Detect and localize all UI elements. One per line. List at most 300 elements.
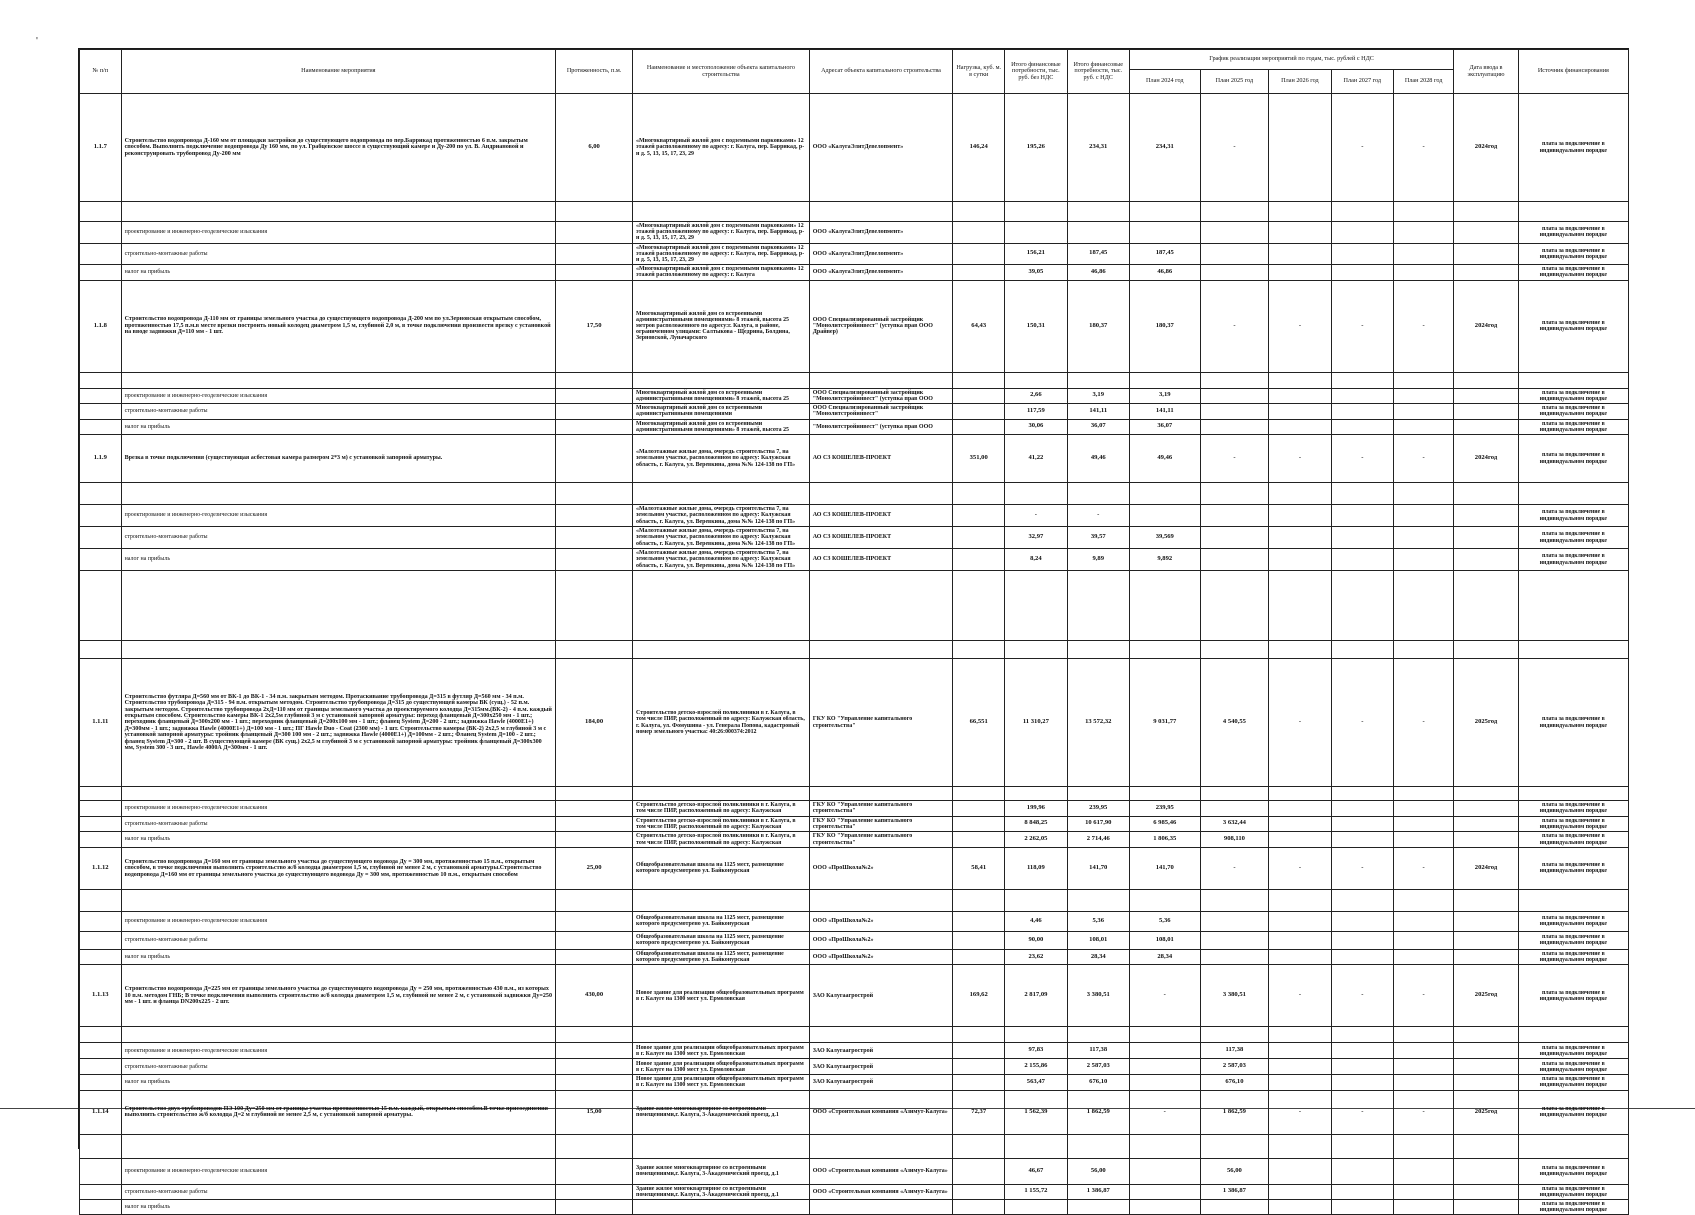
- subrow-total-no-vat: 2,66: [1005, 388, 1067, 404]
- subrow-length: [556, 931, 633, 949]
- row-number: 1.1.12: [80, 847, 122, 889]
- col-length-header: Протяженность, п.м.: [556, 50, 633, 94]
- subrow-number: [80, 222, 122, 244]
- subrow-funding-source: плата за подключение в индивидуальном порядке: [1518, 1184, 1628, 1199]
- subrow-plan-2026: [1269, 202, 1331, 222]
- subrow-number: [80, 265, 122, 280]
- plan-2026-cell: [1269, 94, 1331, 202]
- subrow-length: [556, 949, 633, 964]
- measure-name: Строительство двух трубопроводов ПЭ 100 Ду=250 мм от границы участка протяженностью 15 п.м. каждый, открытым способом.В точке присоединения выполнить строительство ж/б колодца Д=2 м глубиной не менее 2,5 м, с установкой запорной арматуры.: [121, 1090, 556, 1134]
- subrow-label: строительно-монтажные работы: [121, 243, 556, 265]
- plan-2025-cell: 4 540,55: [1200, 659, 1269, 787]
- subrow-total-vat: [1067, 202, 1129, 222]
- subrow-object: [633, 1027, 810, 1043]
- subrow-length: [556, 1043, 633, 1059]
- subrow-label: налог на прибыль: [121, 549, 556, 571]
- subrow-date: [1454, 832, 1518, 848]
- subrow-plan-2026: [1269, 931, 1331, 949]
- subrow-length: [556, 889, 633, 911]
- subrow-length: [556, 1075, 633, 1090]
- subrow-date: [1454, 911, 1518, 931]
- owner-cell: АО СЗ КОШЕЛЕВ-ПРОЕКТ: [809, 435, 952, 483]
- subrow-date: [1454, 1043, 1518, 1059]
- subrow-total-vat: 2 587,03: [1067, 1059, 1129, 1075]
- subrow-plan-2028: [1393, 949, 1453, 964]
- subrow-plan-2025: [1200, 527, 1269, 549]
- total-vat-cell: 141,70: [1067, 847, 1129, 889]
- subrow-total-no-vat: [1005, 889, 1067, 911]
- subrow-total-vat: [1067, 1199, 1129, 1214]
- subrow-plan-2026: [1269, 911, 1331, 931]
- document-sheet: [78, 48, 1629, 1214]
- subrow-total-no-vat: [1005, 787, 1067, 801]
- subrow-funding-source: плата за подключение в индивидуальном порядке: [1518, 816, 1628, 832]
- subrow-plan-2026: [1269, 1027, 1331, 1043]
- subrow-plan-2024: [1129, 889, 1200, 911]
- subrow-plan-2028: [1393, 1075, 1453, 1090]
- subrow-length: [556, 388, 633, 404]
- subrow-plan-2025: 1 386,87: [1200, 1184, 1269, 1199]
- subrow-funding-source: плата за подключение в индивидуальном порядке: [1518, 911, 1628, 931]
- subrow-object: [633, 787, 810, 801]
- col-source-header: Источник финансирования: [1518, 50, 1628, 94]
- subrow-owner: ООО «КалугаЭлитДевелопмент»: [809, 243, 952, 265]
- subrow-load: [953, 388, 1005, 404]
- subrow-label: налог на прибыль: [121, 1075, 556, 1090]
- load-cell: 169,62: [953, 965, 1005, 1027]
- total-no-vat-cell: 1 562,39: [1005, 1090, 1067, 1134]
- subrow-plan-2026: [1269, 1184, 1331, 1199]
- subrow-total-vat: 187,45: [1067, 243, 1129, 265]
- table-subrow: [80, 1075, 1629, 1090]
- funding-source-cell: плата за подключение в индивидуальном порядке: [1518, 965, 1628, 1027]
- table-subrow: [80, 816, 1629, 832]
- subrow-plan-2028: [1393, 372, 1453, 388]
- subrow-label: проектирование и инженерно-геодезические изыскания: [121, 1158, 556, 1184]
- subrow-total-vat: [1067, 372, 1129, 388]
- total-no-vat-cell: 11 310,27: [1005, 659, 1067, 787]
- row-number: 1.1.13: [80, 965, 122, 1027]
- subrow-total-no-vat: 30,06: [1005, 419, 1067, 434]
- subrow-length: [556, 202, 633, 222]
- object-cell: Многоквартирный жилой дом со встроенными административными помещениями» 8 этажей, высота 25 метров расположенного по адресу:г. Калуга, в районе, ограниченном улицами: Салтыкова - Щедрина, Болдина, Зерновской, Луначарского: [633, 280, 810, 372]
- subrow-plan-2026: [1269, 1075, 1331, 1090]
- table-subrow: [80, 801, 1629, 817]
- subrow-total-no-vat: 117,59: [1005, 404, 1067, 420]
- blank-row: [80, 641, 1629, 659]
- subrow-length: [556, 222, 633, 244]
- subrow-plan-2024: [1129, 1184, 1200, 1199]
- table-subrow: [80, 1059, 1629, 1075]
- subrow-number: [80, 949, 122, 964]
- subrow-label: проектирование и инженерно-геодезические изыскания: [121, 222, 556, 244]
- subrow-plan-2028: [1393, 483, 1453, 505]
- blank-cell: [556, 571, 633, 641]
- subrow-length: [556, 372, 633, 388]
- subrow-plan-2024: [1129, 1134, 1200, 1158]
- blank-cell: [809, 571, 952, 641]
- subrow-total-no-vat: [1005, 222, 1067, 244]
- plan-2027-cell: -: [1331, 659, 1393, 787]
- object-cell: «Малоэтажные жилые дома, очередь строительства 7, на земельном участке, расположенном по адресу: Калужская область, г. Калуга, ул. Веревкина, дома №№ 124-138 по ГП»: [633, 435, 810, 483]
- plan-2028-cell: -: [1393, 280, 1453, 372]
- subrow-plan-2026: [1269, 419, 1331, 434]
- subrow-plan-2025: 2 587,03: [1200, 1059, 1269, 1075]
- subrow-total-no-vat: 23,62: [1005, 949, 1067, 964]
- subrow-load: [953, 1059, 1005, 1075]
- subrow-total-vat: 36,07: [1067, 419, 1129, 434]
- load-cell: 146,24: [953, 94, 1005, 202]
- subrow-owner: [809, 372, 952, 388]
- subrow-plan-2027: [1331, 1184, 1393, 1199]
- col-owner-header: Адресат объекта капитального строительства: [809, 50, 952, 94]
- subrow-length: [556, 801, 633, 817]
- subrow-plan-2026: [1269, 816, 1331, 832]
- subrow-funding-source: плата за подключение в индивидуальном порядке: [1518, 404, 1628, 420]
- subrow-object: Строительство детско-взрослой поликлиники в г. Калуга, в том числе ПИР, расположенный по адресу: Калужская: [633, 801, 810, 817]
- subrow-total-no-vat: 90,00: [1005, 931, 1067, 949]
- subrow-object: «Малоэтажные жилые дома, очередь строительства 7, на земельном участке, расположенном по адресу: Калужская область, г. Калуга, ул. Веревкина, дома №№ 124-138 по ГП»: [633, 527, 810, 549]
- subrow-plan-2028: [1393, 202, 1453, 222]
- subrow-label: строительно-монтажные работы: [121, 404, 556, 420]
- subrow-total-no-vat: 199,96: [1005, 801, 1067, 817]
- subrow-load: [953, 911, 1005, 931]
- subrow-object: Многоквартирный жилой дом со встроенными административными помещениями: [633, 404, 810, 420]
- measure-name: Врезка в точке подключения (существующая асбестовая камера размером 2*3 м) с установкой запорной арматуры.: [121, 435, 556, 483]
- plan-2028-cell: -: [1393, 94, 1453, 202]
- total-no-vat-cell: 118,09: [1005, 847, 1067, 889]
- commission-date-cell: 2024год: [1454, 435, 1518, 483]
- subrow-funding-source: [1518, 202, 1628, 222]
- subrow-plan-2024: [1129, 483, 1200, 505]
- subrow-total-vat: 39,57: [1067, 527, 1129, 549]
- table-subrow: [80, 1027, 1629, 1043]
- subrow-owner: ООО «ПроШкола№2»: [809, 949, 952, 964]
- subrow-plan-2026: [1269, 832, 1331, 848]
- subrow-load: [953, 505, 1005, 527]
- subrow-load: [953, 372, 1005, 388]
- subrow-plan-2027: [1331, 1059, 1393, 1075]
- funding-source-cell: плата за подключение в индивидуальном порядке: [1518, 659, 1628, 787]
- load-cell: 58,41: [953, 847, 1005, 889]
- subrow-length: [556, 404, 633, 420]
- table-subrow: [80, 202, 1629, 222]
- subrow-length: [556, 816, 633, 832]
- subrow-date: [1454, 527, 1518, 549]
- subrow-plan-2025: [1200, 404, 1269, 420]
- subrow-label: налог на прибыль: [121, 949, 556, 964]
- subrow-object: Строительство детско-взрослой поликлиники в г. Калуга, в том числе ПИР, расположенный по адресу: Калужская: [633, 816, 810, 832]
- subrow-owner: ООО «ПроШкола№2»: [809, 911, 952, 931]
- subrow-funding-source: плата за подключение в индивидуальном порядке: [1518, 1075, 1628, 1090]
- table-subrow: [80, 1184, 1629, 1199]
- subrow-load: [953, 1043, 1005, 1059]
- subrow-date: [1454, 949, 1518, 964]
- table-subrow: [80, 265, 1629, 280]
- subrow-length: [556, 787, 633, 801]
- subrow-plan-2028: [1393, 265, 1453, 280]
- plan-2024-cell: 49,46: [1129, 435, 1200, 483]
- subrow-number: [80, 243, 122, 265]
- blank-cell: [1200, 641, 1269, 659]
- subrow-load: [953, 832, 1005, 848]
- subrow-plan-2028: [1393, 787, 1453, 801]
- subrow-total-vat: [1067, 787, 1129, 801]
- subrow-owner: [809, 1134, 952, 1158]
- plan-2025-cell: -: [1200, 280, 1269, 372]
- object-cell: Новое здание для реализации общеобразовательных программ в г. Калуге на 1300 мест ул. Ермоловская: [633, 965, 810, 1027]
- plan-2028-cell: -: [1393, 847, 1453, 889]
- blank-cell: [809, 641, 952, 659]
- subrow-date: [1454, 1075, 1518, 1090]
- subrow-plan-2024: [1129, 1199, 1200, 1214]
- subrow-plan-2024: 1 806,35: [1129, 832, 1200, 848]
- blank-cell: [121, 571, 556, 641]
- table-subrow: [80, 549, 1629, 571]
- subrow-label: [121, 483, 556, 505]
- subrow-funding-source: плата за подключение в индивидуальном порядке: [1518, 1059, 1628, 1075]
- subrow-date: [1454, 931, 1518, 949]
- table-row: [80, 965, 1629, 1027]
- subrow-object: «Малоэтажные жилые дома, очередь строительства 7, на земельном участке, расположенном по адресу: Калужская область, г. Калуга, ул. Веревкина, дома №№ 124-138 по ГП»: [633, 549, 810, 571]
- plan-2026-cell: -: [1269, 1090, 1331, 1134]
- subrow-plan-2024: 5,36: [1129, 911, 1200, 931]
- subrow-funding-source: [1518, 889, 1628, 911]
- owner-cell: ООО Специализированный застройщик "Монолитстройинвест" (уступка прав ООО Драйвер): [809, 280, 952, 372]
- load-cell: 351,00: [953, 435, 1005, 483]
- total-vat-cell: 234,31: [1067, 94, 1129, 202]
- subrow-object: Многоквартирный жилой дом со встроенными административными помещениями» 8 этажей, высота 25: [633, 388, 810, 404]
- total-no-vat-cell: 195,26: [1005, 94, 1067, 202]
- blank-cell: [633, 641, 810, 659]
- owner-cell: ЗАО Калугаагрострой: [809, 965, 952, 1027]
- subrow-date: [1454, 787, 1518, 801]
- subrow-plan-2025: 676,10: [1200, 1075, 1269, 1090]
- table-subrow: [80, 505, 1629, 527]
- plan-2027-cell: -: [1331, 847, 1393, 889]
- subrow-plan-2027: [1331, 931, 1393, 949]
- length-cell: [556, 435, 633, 483]
- subrow-total-no-vat: 97,83: [1005, 1043, 1067, 1059]
- plan-2027-cell: -: [1331, 965, 1393, 1027]
- subrow-plan-2028: [1393, 404, 1453, 420]
- subrow-label: проектирование и инженерно-геодезические изыскания: [121, 505, 556, 527]
- subrow-total-no-vat: -: [1005, 505, 1067, 527]
- commission-date-cell: 2024год: [1454, 847, 1518, 889]
- subrow-plan-2028: [1393, 505, 1453, 527]
- subrow-plan-2028: [1393, 222, 1453, 244]
- commission-date-cell: 2024год: [1454, 280, 1518, 372]
- table-subrow: [80, 832, 1629, 848]
- subrow-total-vat: [1067, 483, 1129, 505]
- blank-cell: [1518, 571, 1628, 641]
- subrow-plan-2024: [1129, 202, 1200, 222]
- subrow-plan-2025: [1200, 549, 1269, 571]
- subrow-plan-2026: [1269, 505, 1331, 527]
- subrow-plan-2028: [1393, 419, 1453, 434]
- subrow-date: [1454, 404, 1518, 420]
- subrow-date: [1454, 1134, 1518, 1158]
- plan-2027-cell: -: [1331, 94, 1393, 202]
- measure-name: Строительство водопровода Д-110 мм от границы земельного участка до существующего водопровода Д-200 мм по ул.Зерновская открытым способом, протяженностью 17,5 п.м.в месте врезки построить новый колодец диаметром 1,5 м, глубиной 2,0 м, в точке подключения произвести врезку с установкой на вводе задвижки Д=110 мм - 1 шт.: [121, 280, 556, 372]
- subrow-owner: ЗАО Калугаагрострой: [809, 1059, 952, 1075]
- subrow-plan-2026: [1269, 483, 1331, 505]
- length-cell: 430,00: [556, 965, 633, 1027]
- blank-cell: [953, 641, 1005, 659]
- subrow-plan-2027: [1331, 1075, 1393, 1090]
- subrow-label: строительно-монтажные работы: [121, 1184, 556, 1199]
- table-subrow: [80, 1199, 1629, 1214]
- subrow-funding-source: [1518, 372, 1628, 388]
- subrow-plan-2025: [1200, 949, 1269, 964]
- subrow-label: проектирование и инженерно-геодезические изыскания: [121, 1043, 556, 1059]
- subrow-plan-2025: 908,110: [1200, 832, 1269, 848]
- subrow-load: [953, 404, 1005, 420]
- measure-name: Строительство водопровода Д-160 мм от площадки застройки до существующего водопровода по пер.Баррикад протяженностью 6 п.м. закрытым способом. Выполнить подключение водопровода Ду 160 мм, по ул. Грабцевское шоссе в существующий камере и Ду-200 по ул. В. Андриановой и реконструировать трубопровод Ду-200 мм: [121, 94, 556, 202]
- subrow-date: [1454, 816, 1518, 832]
- subrow-label: [121, 1027, 556, 1043]
- subrow-object: Новое здание для реализации общеобразовательных программ в г. Калуге на 1300 мест ул. Ермоловская: [633, 1075, 810, 1090]
- subrow-object: Здание жилое многоквартирное со встроенными помещениями,г. Калуга, 3-Академический проезд, д.1: [633, 1184, 810, 1199]
- blank-cell: [121, 641, 556, 659]
- subrow-object: [633, 1134, 810, 1158]
- subrow-object: Общеобразовательная школа на 1125 мест, размещение которого предусмотрено ул. Байконурская: [633, 931, 810, 949]
- load-cell: 72,37: [953, 1090, 1005, 1134]
- subrow-date: [1454, 889, 1518, 911]
- subrow-funding-source: плата за подключение в индивидуальном порядке: [1518, 1043, 1628, 1059]
- subrow-plan-2028: [1393, 1027, 1453, 1043]
- subrow-plan-2027: [1331, 549, 1393, 571]
- subrow-number: [80, 404, 122, 420]
- funding-source-cell: плата за подключение в индивидуальном порядке: [1518, 1090, 1628, 1134]
- subrow-total-no-vat: 4,46: [1005, 911, 1067, 931]
- subrow-plan-2028: [1393, 1059, 1453, 1075]
- total-no-vat-cell: 41,22: [1005, 435, 1067, 483]
- subrow-plan-2027: [1331, 404, 1393, 420]
- plan-2024-cell: -: [1129, 1090, 1200, 1134]
- subrow-plan-2028: [1393, 1134, 1453, 1158]
- subrow-plan-2026: [1269, 1199, 1331, 1214]
- table-subrow: [80, 527, 1629, 549]
- subrow-total-vat: 141,11: [1067, 404, 1129, 420]
- plan-2026-cell: -: [1269, 965, 1331, 1027]
- subrow-plan-2025: [1200, 388, 1269, 404]
- subrow-plan-2027: [1331, 1158, 1393, 1184]
- owner-cell: ООО «Строительная компания «Азимут-Калуга»: [809, 1090, 952, 1134]
- commission-date-cell: 2024год: [1454, 94, 1518, 202]
- table-subrow: [80, 1158, 1629, 1184]
- total-vat-cell: 180,37: [1067, 280, 1129, 372]
- measure-name: Строительство водопровода Д=225 мм от границы земельного участка до существующего водопровода Ду = 250 мм, протяженностью 430 п.м., из которых 10 п.м. методом ГНБ; В точке подключения выполнить строительство ж/б колодца диаметром 1,5 м, глубиной не менее 2 м, с установкой задвижки Ду=250 мм - 1 шт. и фланца DN200х225 - 2 шт.: [121, 965, 556, 1027]
- subrow-object: «Малоэтажные жилые дома, очередь строительства 7, на земельном участке, расположенном по адресу: Калужская область, г. Калуга, ул. Веревкина, дома №№ 124-138 по ГП»: [633, 505, 810, 527]
- subrow-length: [556, 1199, 633, 1214]
- subrow-funding-source: плата за подключение в индивидуальном порядке: [1518, 832, 1628, 848]
- subrow-object: Многоквартирный жилой дом со встроенными административными помещениями» 8 этажей, высота 25: [633, 419, 810, 434]
- subrow-plan-2028: [1393, 911, 1453, 931]
- schedule-header: График реализации мероприятий по годам, тыс. рублей с НДС: [1129, 50, 1453, 70]
- plan-2025-cell: -: [1200, 94, 1269, 202]
- subrow-number: [80, 1199, 122, 1214]
- blank-cell: [1005, 641, 1067, 659]
- subrow-plan-2025: 3 632,44: [1200, 816, 1269, 832]
- blank-cell: [1454, 571, 1518, 641]
- subrow-label: строительно-монтажные работы: [121, 527, 556, 549]
- subrow-total-vat: 239,95: [1067, 801, 1129, 817]
- subrow-load: [953, 1199, 1005, 1214]
- table-row: [80, 847, 1629, 889]
- subrow-load: [953, 202, 1005, 222]
- year-2027-header: План 2027 год: [1331, 70, 1393, 94]
- subrow-plan-2026: [1269, 1043, 1331, 1059]
- subrow-label: строительно-монтажные работы: [121, 931, 556, 949]
- plan-2024-cell: -: [1129, 965, 1200, 1027]
- row-number: 1.1.11: [80, 659, 122, 787]
- subrow-plan-2025: [1200, 222, 1269, 244]
- subrow-load: [953, 801, 1005, 817]
- subrow-plan-2024: 28,34: [1129, 949, 1200, 964]
- subrow-total-vat: 117,38: [1067, 1043, 1129, 1059]
- subrow-plan-2027: [1331, 372, 1393, 388]
- subrow-load: [953, 527, 1005, 549]
- length-cell: 17,50: [556, 280, 633, 372]
- load-cell: 64,43: [953, 280, 1005, 372]
- table-subrow: [80, 483, 1629, 505]
- subrow-length: [556, 1184, 633, 1199]
- table-subrow: [80, 931, 1629, 949]
- subrow-plan-2026: [1269, 889, 1331, 911]
- owner-cell: ООО «ПроШкола№2»: [809, 847, 952, 889]
- subrow-length: [556, 419, 633, 434]
- subrow-plan-2028: [1393, 243, 1453, 265]
- plan-2025-cell: -: [1200, 435, 1269, 483]
- funding-source-cell: плата за подключение в индивидуальном порядке: [1518, 280, 1628, 372]
- plan-2028-cell: -: [1393, 1090, 1453, 1134]
- subrow-plan-2025: [1200, 1027, 1269, 1043]
- subrow-label: [121, 372, 556, 388]
- subrow-plan-2024: [1129, 1027, 1200, 1043]
- subrow-date: [1454, 483, 1518, 505]
- measure-name: Строительство водопровода Д=160 мм от границы земельного участка до существующего водовода Ду = 300 мм, протяженностью 15 п.м., открытым способом, в точке подключения выполнить строительство ж/б колодца диаметром 1,5 м, глубиной не менее 2 м, с установкой арматуры.Строительство водопровода Д=160 мм от границы земельного участка до существующего водовода Ду = 300 мм, протяженностью 10 п.м., открытым способом: [121, 847, 556, 889]
- subrow-plan-2027: [1331, 832, 1393, 848]
- subrow-date: [1454, 265, 1518, 280]
- blank-cell: [1454, 641, 1518, 659]
- subrow-funding-source: плата за подключение в индивидуальном порядке: [1518, 1199, 1628, 1214]
- subrow-total-vat: [1067, 1027, 1129, 1043]
- subrow-total-no-vat: 2 262,05: [1005, 832, 1067, 848]
- subrow-plan-2028: [1393, 388, 1453, 404]
- plan-2026-cell: -: [1269, 435, 1331, 483]
- subrow-plan-2028: [1393, 889, 1453, 911]
- subrow-plan-2025: [1200, 1199, 1269, 1214]
- subrow-plan-2026: [1269, 222, 1331, 244]
- subrow-label: проектирование и инженерно-геодезические изыскания: [121, 911, 556, 931]
- row-number: 1.1.7: [80, 94, 122, 202]
- subrow-label: [121, 889, 556, 911]
- subrow-funding-source: плата за подключение в индивидуальном порядке: [1518, 265, 1628, 280]
- blank-cell: [1067, 641, 1129, 659]
- subrow-number: [80, 1134, 122, 1158]
- subrow-plan-2026: [1269, 243, 1331, 265]
- subrow-funding-source: плата за подключение в индивидуальном порядке: [1518, 419, 1628, 434]
- subrow-plan-2028: [1393, 816, 1453, 832]
- subrow-plan-2024: 6 985,46: [1129, 816, 1200, 832]
- blank-cell: [1269, 641, 1331, 659]
- blank-cell: [1129, 571, 1200, 641]
- subrow-label: проектирование и инженерно-геодезические изыскания: [121, 801, 556, 817]
- blank-cell: [953, 571, 1005, 641]
- scan-dot-mark: ': [36, 36, 38, 47]
- subrow-owner: ООО «КалугаЭлитДевелопмент»: [809, 265, 952, 280]
